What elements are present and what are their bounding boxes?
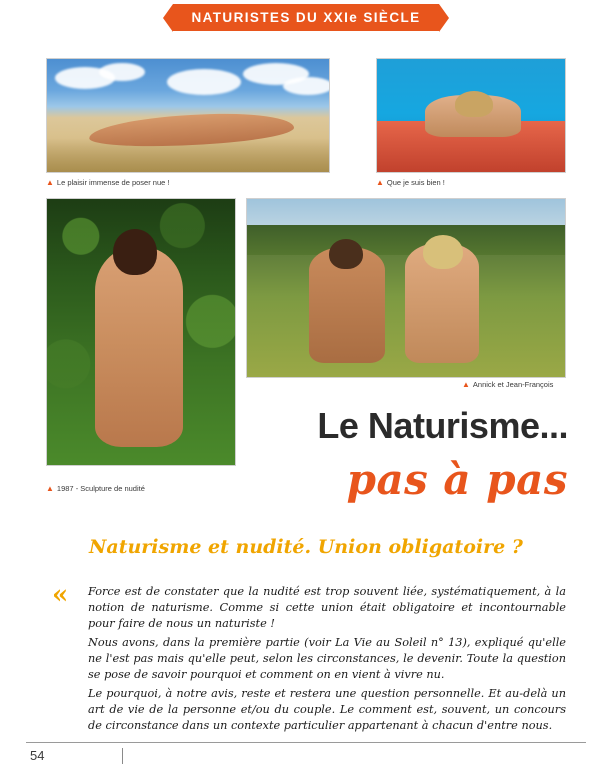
page-number: 54 <box>30 748 45 763</box>
caption-photo-beach: ▲ Le plaisir immense de poser nue ! <box>46 178 170 187</box>
figure-head <box>113 229 157 275</box>
cloud-shape <box>167 69 241 95</box>
footer-tick <box>122 748 123 764</box>
article-title: Le Naturisme... <box>317 405 568 446</box>
cloud-shape <box>283 77 330 95</box>
figure-hair <box>455 91 493 117</box>
section-banner: NATURISTES DU XXIe SIÈCLE <box>173 4 438 31</box>
article-title-script: pas à pas <box>346 455 568 504</box>
article-paragraph: Nous avons, dans la première partie (voir La Vie au Soleil n° 13), expliqué qu'elle ne l'est pas mais qu'elle peut, selon les circonstances, le devenir. Toute la question se pose de savoir pourquoi et comment on en vient à vivre nu. <box>88 636 566 682</box>
photo-couple-in-field <box>246 198 566 378</box>
figure-kneeling <box>95 247 183 447</box>
photo-pool <box>376 58 566 173</box>
cloud-shape <box>99 63 145 81</box>
caption-photo-couple: ▲ Annick et Jean-François <box>462 380 554 389</box>
triangle-icon: ▲ <box>46 178 54 187</box>
article-paragraph: Force est de constater que la nudité est trop souvent liée, systématiquement, à la notion de naturisme. Comme si cette union était obligatoire et incontournable pour faire de nous un naturiste ! <box>88 585 566 631</box>
figure-man-head <box>329 239 363 269</box>
article-body <box>88 584 566 737</box>
hill-background <box>247 225 565 255</box>
article-paragraph: Le pourquoi, à notre avis, reste et restera une question personnelle. Et au-delà un art de vie de la personne et/ou du couple. Le comment est, souvent, un concours de circonstance dans un contexte particulier appartenant à chacun d'entre nous. <box>88 687 566 733</box>
caption-photo-pool: ▲ Que je suis bien ! <box>376 178 445 187</box>
quote-mark-icon: « <box>52 580 69 610</box>
header-banner-container <box>0 4 612 31</box>
caption-photo-kneeling: ▲ 1987 - Sculpture de nudité <box>46 484 145 493</box>
triangle-icon: ▲ <box>462 380 470 389</box>
photo-kneeling-figure <box>46 198 236 466</box>
article-subtitle: Naturisme et nudité. Union obligatoire ? <box>89 536 523 558</box>
photo-beach <box>46 58 330 173</box>
figure-woman-head <box>423 235 463 269</box>
footer-divider <box>26 742 586 743</box>
triangle-icon: ▲ <box>46 484 54 493</box>
triangle-icon: ▲ <box>376 178 384 187</box>
